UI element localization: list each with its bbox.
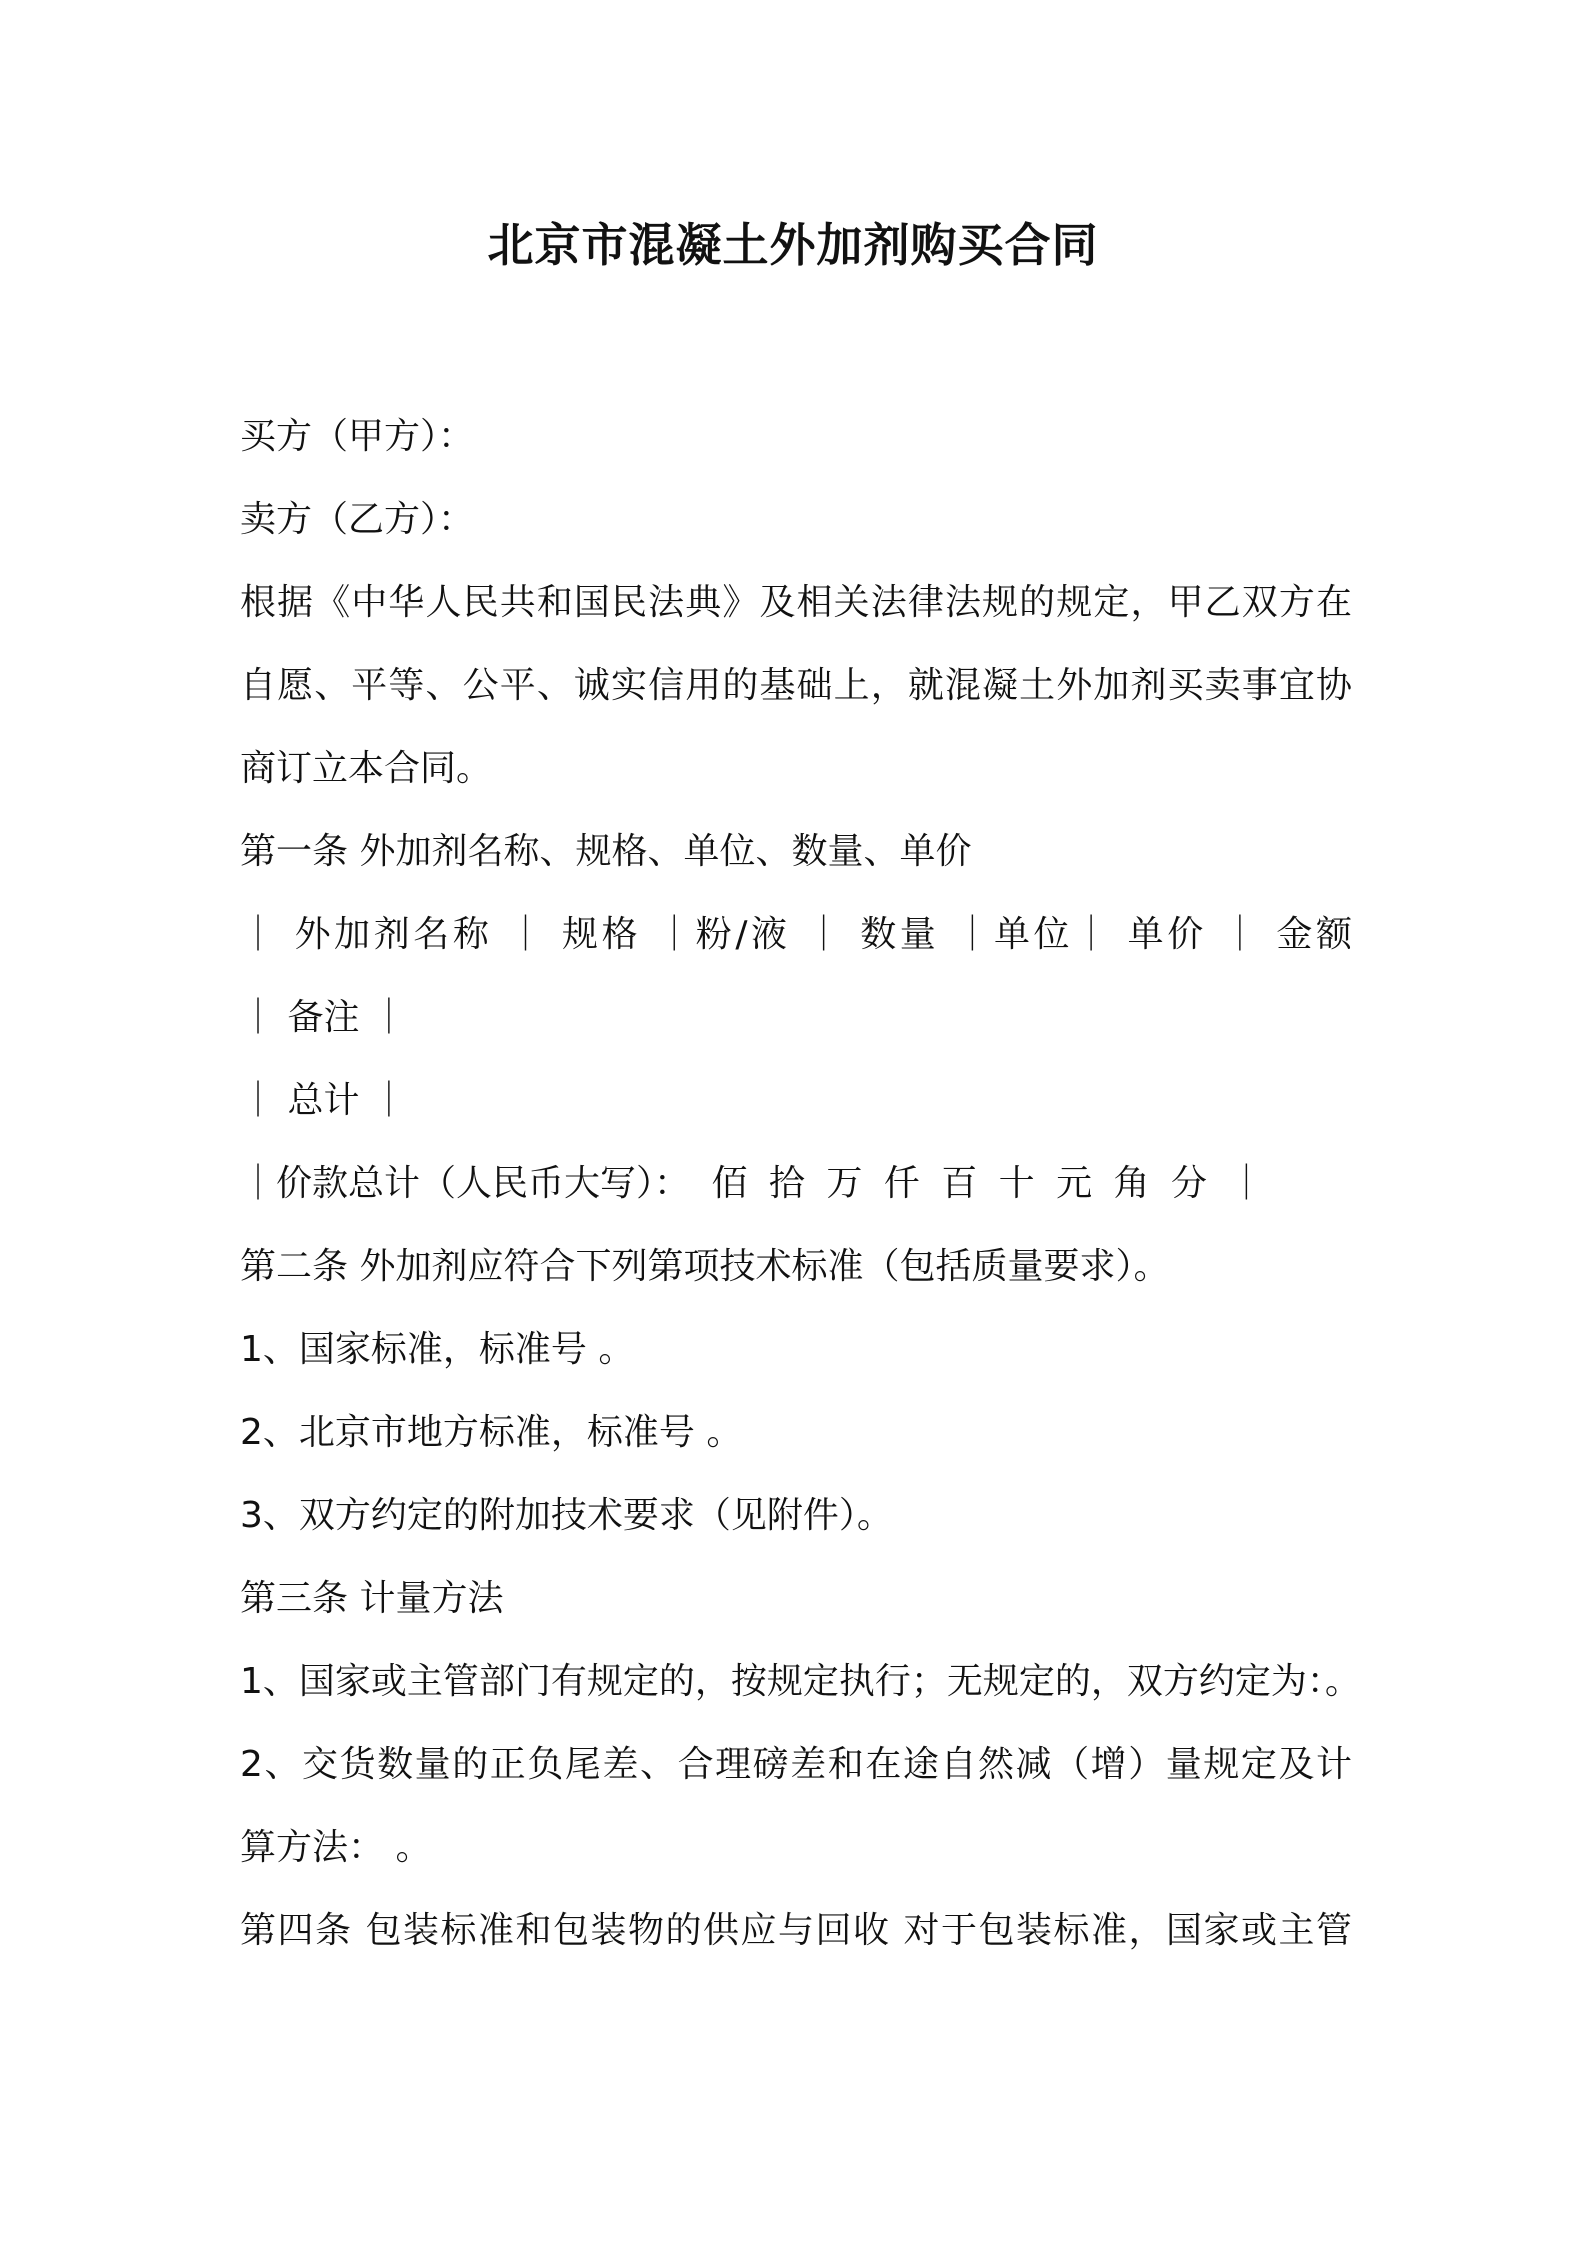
seller-line: 卖方（乙方）： [240, 499, 475, 540]
article-2-item-1: 1、国家标准，标准号 。 [240, 1329, 635, 1370]
article-2-heading: 第二条 外加剂应符合下列第项技术标准（包括质量要求）。 [240, 1246, 1170, 1287]
article-4-heading: 第四条 包装标准和包装物的供应与回收 对于包装标准，国家或主管 [240, 1910, 1352, 1951]
article-3-item-2: 2、交货数量的正负尾差、合理磅差和在途自然减（增）量规定及计 [240, 1744, 1352, 1785]
item-table-header: ｜ 外加剂名称 ｜ 规格 ｜粉/液 ｜ 数量 ｜单位｜ 单价 ｜ 金额 [240, 914, 1352, 955]
article-3-item-1: 1、国家或主管部门有规定的，按规定执行；无规定的，双方约定为：。 [240, 1661, 1361, 1702]
document-title: 北京市混凝土外加剂购买合同 [487, 218, 1099, 272]
preamble-line-1: 根据《中华人民共和国民法典》及相关法律法规的规定，甲乙双方在 [240, 582, 1352, 623]
price-total-row: ｜价款总计（人民币大写）： 佰 拾 万 仟 百 十 元 角 分 ｜ [240, 1163, 1265, 1204]
preamble-line-3: 商订立本合同。 [240, 748, 493, 789]
article-1-heading: 第一条 外加剂名称、规格、单位、数量、单价 [240, 831, 972, 872]
item-table-total-row: ｜ 总计 ｜ [240, 1080, 407, 1121]
article-3-heading: 第三条 计量方法 [240, 1578, 504, 1619]
article-2-item-2: 2、北京市地方标准，标准号 。 [240, 1412, 743, 1453]
buyer-line: 买方（甲方）： [240, 416, 475, 457]
article-2-item-3: 3、双方约定的附加技术要求（见附件）。 [240, 1495, 893, 1536]
article-3-item-2-cont: 算方法： 。 [240, 1827, 432, 1868]
item-table-remark-row: ｜ 备注 ｜ [240, 997, 407, 1038]
preamble-line-2: 自愿、平等、公平、诚实信用的基础上，就混凝土外加剂买卖事宜协 [240, 665, 1352, 706]
